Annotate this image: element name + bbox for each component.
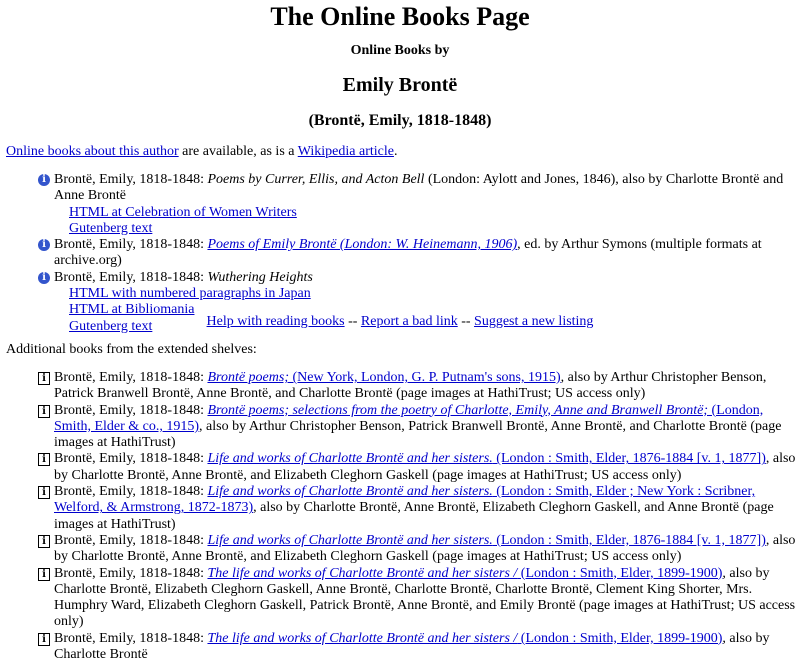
- book-author: Brontë, Emily, 1818-1848:: [54, 402, 208, 418]
- book-imprint: (New York, London, G. P. Putnam's sons, 1915): [289, 370, 561, 385]
- book-title: Life and works of Charlotte Brontë and her sisters.: [207, 484, 493, 500]
- help-links: [0, 314, 800, 330]
- list-item: [38, 370, 796, 403]
- book-author: Brontë, Emily, 1818-1848:: [54, 630, 208, 646]
- list-item: [38, 237, 798, 270]
- list-item: [38, 566, 796, 631]
- book-details: , also by Arthur Christopher Benson, Patrick Branwell Brontë, Anne Brontë, and Charlotte Brontë (page images at HathiTrust): [54, 418, 782, 451]
- book-title-link[interactable]: [207, 451, 765, 466]
- subtitle: Online Books by: [350, 43, 450, 58]
- book-details: , also by Charlotte Brontë, Anne Brontë, Elizabeth Cleghorn Gaskell, and Anne Brontë (page images at HathiTrust): [54, 500, 774, 532]
- book-details: , also by Charlotte Brontë, Anne Brontë, and Elizabeth Cleghorn Gaskell (page images at HathiTrust; US access only): [54, 451, 796, 483]
- book-title: Life and works of Charlotte Brontë and her sisters.: [207, 532, 493, 548]
- list-item: [38, 221, 798, 237]
- book-imprint: (London : Smith, Elder, 1899-1900): [517, 565, 723, 581]
- book-title-link[interactable]: [207, 533, 765, 548]
- books-list: [38, 172, 798, 335]
- book-title-link[interactable]: [207, 370, 560, 385]
- list-item: [38, 172, 798, 205]
- book-title-link[interactable]: [207, 237, 517, 252]
- book-details: , also by Charlotte Brontë, Elizabeth Cleghorn Gaskell, Anne Brontë, Charlotte Brontë, Charlotte Brontë, Clement King Shorter, Mrs. Humphry Ward, Elizabeth Cleghorn Gaskell, Patrick Brontë, Anne Brontë, and Emily Brontë (page images at HathiTrust; US access only): [54, 565, 796, 630]
- book-author: Brontë, Emily, 1818-1848:: [54, 484, 208, 500]
- book-title: Wuthering Heights: [207, 269, 313, 285]
- list-item: [38, 631, 796, 663]
- record-icon[interactable]: i: [38, 372, 50, 385]
- book-author: Brontë, Emily, 1818-1848:: [54, 370, 208, 385]
- record-icon[interactable]: i: [38, 633, 50, 646]
- online-books-about-link[interactable]: Online books about this author: [6, 144, 179, 159]
- extended-list: [38, 370, 796, 663]
- book-author: Brontë, Emily, 1818-1848:: [54, 565, 208, 581]
- book-imprint: (London : Smith, Elder, 1876-1884 [v. 1, 1877]): [492, 451, 766, 467]
- list-item: [38, 533, 796, 566]
- book-title-link[interactable]: [207, 631, 722, 646]
- info-icon[interactable]: i: [38, 272, 50, 284]
- list-item: [38, 484, 796, 533]
- book-title: The life and works of Charlotte Brontë and her sisters /: [207, 630, 518, 646]
- report-bad-link[interactable]: Report a bad link: [360, 314, 458, 329]
- book-imprint: (London : Smith, Elder ; New York : Scribner, Welford, & Armstrong, 1872-1873): [54, 484, 756, 516]
- separator: --: [344, 314, 361, 329]
- list-item: [38, 451, 796, 484]
- additional-heading: Additional books from the extended shelves:: [6, 342, 257, 357]
- book-title: The life and works of Charlotte Brontë and her sisters /: [207, 565, 518, 581]
- book-author: Brontë, Emily, 1818-1848:: [54, 451, 208, 467]
- separator: --: [457, 314, 475, 329]
- book-link[interactable]: Gutenberg text: [69, 220, 153, 236]
- intro-paragraph: [6, 144, 397, 160]
- list-item: [38, 286, 798, 302]
- intro-mid: are available, as is a: [178, 144, 298, 159]
- help-reading-link[interactable]: Help with reading books: [206, 314, 345, 329]
- book-title: Poems by Currer, Ellis, and Acton Bell: [207, 172, 425, 187]
- intro-end: .: [393, 144, 398, 159]
- title-heading: The Online Books Page: [270, 2, 530, 31]
- book-title: Brontë poems;: [207, 370, 289, 385]
- book-title: Poems of Emily Brontë (London: W. Heinemann, 1906): [207, 237, 518, 253]
- suggest-listing-link[interactable]: Suggest a new listing: [474, 314, 594, 329]
- book-details: (London: Aylott and Jones, 1846), also by Charlotte Brontë and Anne Brontë: [54, 172, 784, 204]
- record-icon[interactable]: i: [38, 486, 50, 499]
- record-icon[interactable]: i: [38, 405, 50, 418]
- info-icon[interactable]: i: [38, 174, 50, 186]
- book-title-link[interactable]: [207, 566, 722, 581]
- book-link[interactable]: Gutenberg text: [69, 318, 153, 334]
- info-icon[interactable]: i: [38, 239, 50, 251]
- list-item: [38, 403, 796, 452]
- book-imprint: (London : Smith, Elder, 1899-1900): [517, 630, 723, 646]
- record-icon[interactable]: i: [38, 568, 50, 581]
- list-item: [38, 270, 798, 286]
- list-item: [38, 205, 798, 221]
- book-author: Brontë, Emily, 1818-1848:: [54, 237, 208, 253]
- book-link[interactable]: HTML at Celebration of Women Writers: [69, 204, 297, 220]
- book-details: , ed. by Arthur Symons (multiple formats at archive.org): [54, 237, 762, 269]
- book-link[interactable]: HTML at Bibliomania: [69, 302, 195, 318]
- book-author: Brontë, Emily, 1818-1848:: [54, 532, 208, 548]
- book-author: Brontë, Emily, 1818-1848:: [54, 172, 208, 187]
- record-icon[interactable]: i: [38, 453, 50, 466]
- book-details: , also by Arthur Christopher Benson, Patrick Branwell Brontë, Anne Brontë, and Charlotte Brontë (page images at HathiTrust; US access only): [54, 370, 767, 402]
- book-imprint: (London : Smith, Elder, 1876-1884 [v. 1, 1877]): [492, 532, 766, 548]
- wikipedia-link[interactable]: Wikipedia article: [297, 144, 394, 159]
- book-link[interactable]: HTML with numbered paragraphs in Japan: [69, 286, 311, 302]
- record-icon[interactable]: i: [38, 535, 50, 548]
- book-title: Brontë poems; selections from the poetry of Charlotte, Emily, Anne and Branwell Brontë;: [207, 402, 709, 418]
- book-imprint: (London, Smith, Elder & co., 1915): [54, 402, 764, 434]
- book-details: , also by Charlotte Brontë, Anne Brontë, and Elizabeth Cleghorn Gaskell (page images at HathiTrust; US access only): [54, 532, 796, 565]
- book-title: Life and works of Charlotte Brontë and her sisters.: [207, 451, 493, 467]
- book-details: , also by Charlotte Brontë: [54, 630, 770, 663]
- author-heading: (Brontë, Emily, 1818-1848): [308, 112, 492, 129]
- author-name: Emily Brontë: [342, 74, 458, 96]
- book-author: Brontë, Emily, 1818-1848:: [54, 269, 208, 285]
